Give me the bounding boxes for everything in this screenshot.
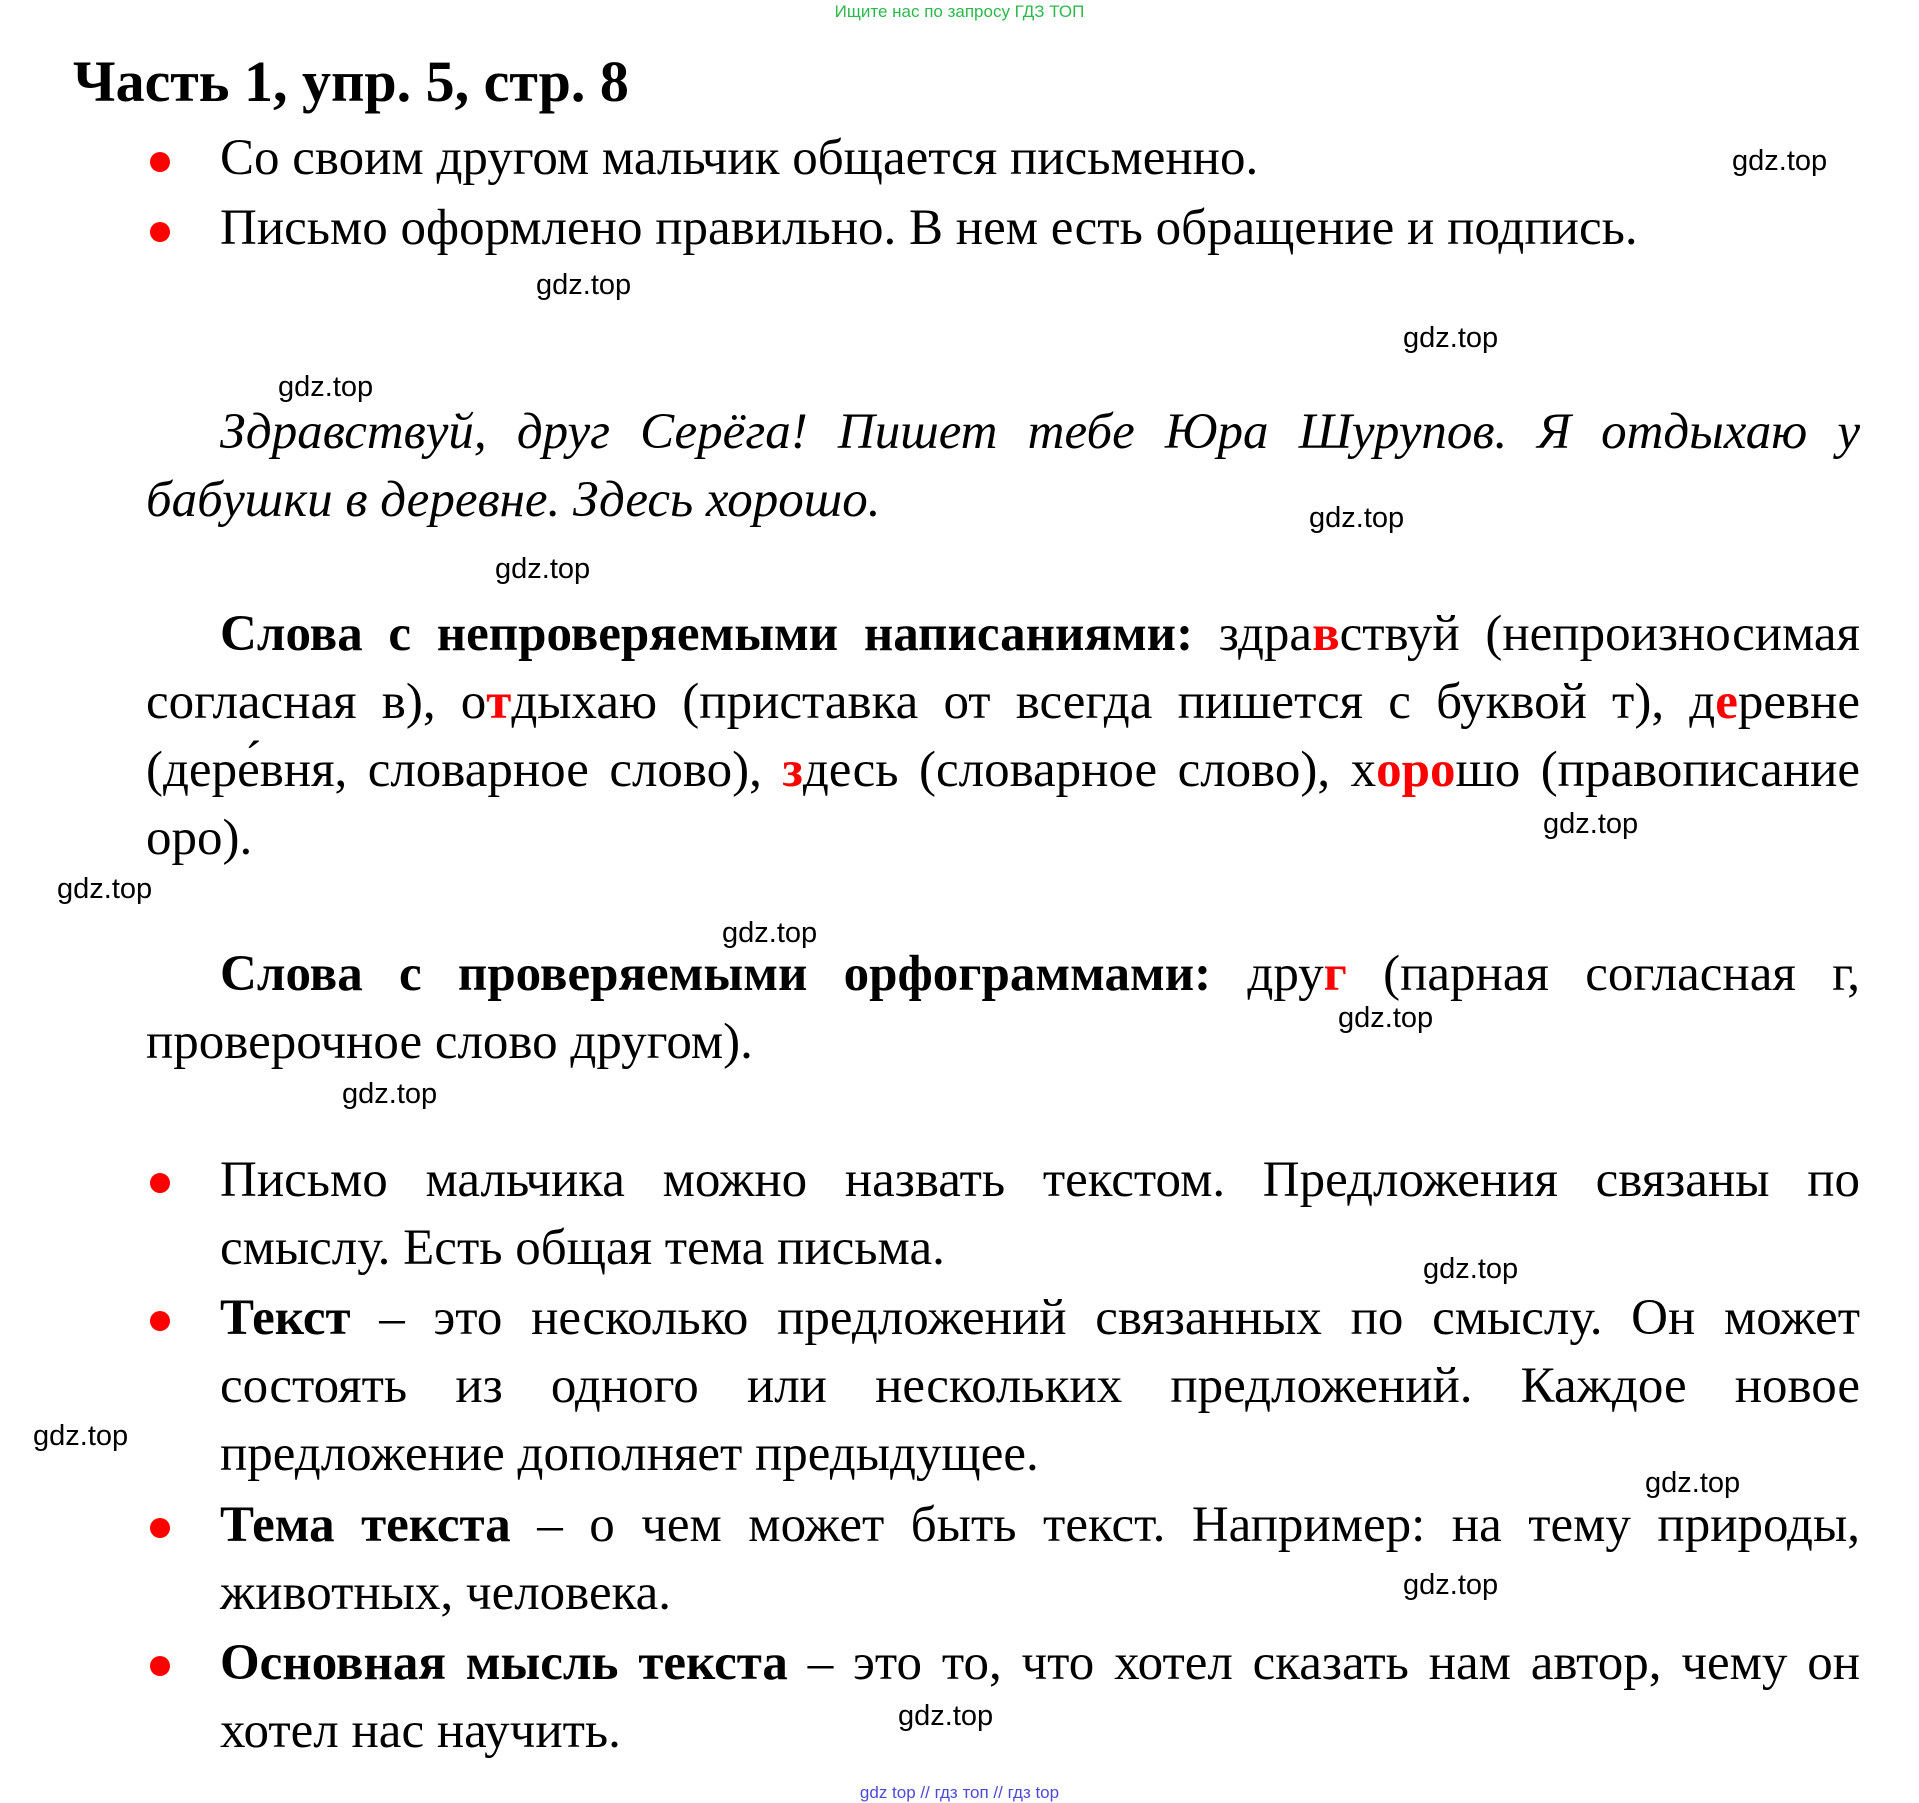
word-part: х bbox=[1350, 742, 1377, 798]
highlight-letter: в bbox=[1312, 606, 1340, 662]
highlight-letter: е bbox=[1715, 674, 1738, 730]
word-part: десь bbox=[802, 742, 899, 798]
bullet-item bbox=[220, 1146, 1860, 1282]
checked-words-paragraph bbox=[146, 940, 1860, 1076]
footer-links: gdz top // гдз топ // гдз top bbox=[859, 1783, 1060, 1802]
bullet-item bbox=[220, 1491, 1860, 1627]
word-part: дру bbox=[1247, 946, 1324, 1002]
word-part: о bbox=[460, 674, 487, 730]
watermark: gdz.top bbox=[1645, 1467, 1741, 1499]
bullet-item: Со своим другом мальчик общается письменно. bbox=[220, 130, 1259, 186]
bullet-dot-icon bbox=[150, 1656, 170, 1676]
highlight-letter: т bbox=[486, 674, 512, 730]
explanation: (непроизносимая согласная в), bbox=[146, 606, 1861, 730]
checked-heading: Слова с проверяемыми орфограммами: bbox=[220, 946, 1212, 1002]
watermark: gdz.top bbox=[1732, 145, 1828, 177]
watermark: gdz.top bbox=[722, 917, 818, 949]
watermark: gdz.top bbox=[1403, 322, 1499, 354]
word-part: д bbox=[1689, 674, 1716, 730]
word-part: ствуй bbox=[1339, 606, 1460, 662]
explanation: (приставка от всегда пишется с буквой т), bbox=[682, 674, 1665, 730]
watermark: gdz.top bbox=[495, 553, 591, 585]
watermark: gdz.top bbox=[898, 1700, 994, 1732]
word-part: шо bbox=[1455, 742, 1521, 798]
letter-text: Здравствуй, друг Серёга! Пишет тебе Юра Шурупов. Я отдыхаю у бабушки в деревне. Здесь хорошо. bbox=[146, 404, 1860, 528]
watermark: gdz.top bbox=[1309, 502, 1405, 534]
watermark: gdz.top bbox=[278, 371, 374, 403]
highlight-letter: оро bbox=[1376, 742, 1456, 798]
watermark: gdz.top bbox=[57, 873, 153, 905]
unchecked-heading: Слова с непроверяемыми написаниями: bbox=[220, 606, 1194, 662]
watermark: gdz.top bbox=[1403, 1569, 1499, 1601]
definition: Письмо мальчика можно назвать текстом. Предложения связаны по смыслу. Есть общая тема письма. bbox=[220, 1152, 1860, 1276]
explanation: (парная согласная г, проверочное слово другом). bbox=[146, 946, 1860, 1070]
bullet-item bbox=[220, 1284, 1860, 1488]
term: Текст bbox=[220, 1290, 351, 1346]
watermark: gdz.top bbox=[33, 1420, 129, 1452]
bullet-item bbox=[220, 1629, 1860, 1765]
bullet-dot-icon bbox=[150, 152, 170, 172]
word-part: здра bbox=[1218, 606, 1313, 662]
bullet-dot-icon bbox=[150, 1311, 170, 1331]
watermark: gdz.top bbox=[1543, 808, 1639, 840]
watermark: gdz.top bbox=[1423, 1253, 1519, 1285]
highlight-letter: г bbox=[1323, 946, 1347, 1002]
word-part: дыхаю bbox=[511, 674, 658, 730]
watermark: gdz.top bbox=[536, 269, 632, 301]
bullet-dot-icon bbox=[150, 222, 170, 242]
watermark: gdz.top bbox=[342, 1078, 438, 1110]
definition: – это то, что хотел сказать нам автор, чему он хотел нас научить. bbox=[220, 1635, 1860, 1759]
term: Основная мысль текста bbox=[220, 1635, 788, 1691]
definition: – это несколько предложений связанных по смыслу. Он может состоять из одного или нескольких предложений. Каждое новое предложение дополняет предыдущее. bbox=[220, 1290, 1860, 1482]
watermark: gdz.top bbox=[1338, 1002, 1434, 1034]
bullet-item: Письмо оформлено правильно. В нем есть обращение и подпись. bbox=[220, 200, 1638, 256]
explanation: (словарное слово), bbox=[919, 742, 1331, 798]
word-part: ревне bbox=[1737, 674, 1861, 730]
explanation: (дере́вня, словарное слово), bbox=[146, 742, 762, 798]
search-hint: Ищите нас по запросу ГДЗ ТОП bbox=[834, 2, 1085, 21]
highlight-letter: з bbox=[782, 742, 803, 798]
page-title: Часть 1, упр. 5, стр. 8 bbox=[73, 49, 629, 114]
definition: – о чем может быть текст. Например: на тему природы, животных, человека. bbox=[220, 1497, 1860, 1621]
term: Тема текста bbox=[220, 1497, 511, 1553]
explanation: (правописание оро). bbox=[146, 742, 1861, 866]
bullet-dot-icon bbox=[150, 1518, 170, 1538]
bullet-dot-icon bbox=[150, 1173, 170, 1193]
